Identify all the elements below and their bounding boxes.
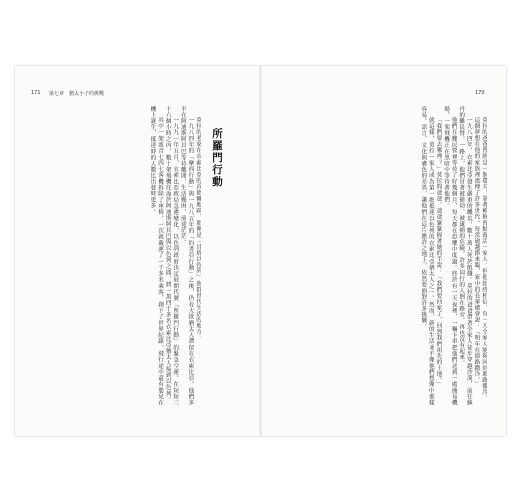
section-title: 所羅門行動: [211, 128, 223, 188]
paragraph: 莫拉的老家在衣索比亞的貢德爾地區，那裡是「貝塔以色列」族群世代生活的地方。: [195, 117, 201, 342]
page-number: 171: [31, 90, 41, 96]
paragraph: 其中一架波音七四七客機拆除了座椅，一次就載運了一千多名乘客，創下了世界紀錄。飛行途中還有嬰兒在機上誕生，抵達時的人數比出發時更多。: [149, 106, 164, 406]
book-spread: [15, 66, 506, 436]
running-head: 第七章 猶太小子的挑戰: [49, 91, 105, 97]
paragraph: 就這樣，莫拉一家人成為第一批抵達以色列的衣索比亞猶太人之一。然而，新的生活並不像他們想像中那樣容易。語言、文化與膚色的差異，讓他們在這片應許之地上，依然要面對許多挑戰。: [420, 106, 434, 406]
paragraph: 一九八四年的「摩西行動」與一九八五年的「約書亞行動」之後，仍有大批猶太人滯留在衣索比亞。他們多半在阿迪斯阿貝巴等待離開，生活艱困，前途茫茫。: [179, 106, 194, 406]
paragraph: 他們在難民營裡等待了好幾個月，每天都在恐懼中度過。終於有一天夜裡，一輛卡車把他們送到一處簡易機場，一架飛機正在黑暗中等待著他們。: [443, 106, 457, 406]
paragraph: 「我們要去哪裡？」莫拉問爸爸。爸爸緊緊握著她的手說：「我們要回家了，回到我們祖先的土地。」: [435, 117, 442, 387]
paragraph: 一九八四年，衣索比亞發生嚴重的饑荒，數十萬人死於飢餓。莫拉的爸爸帶著全家人徒步穿越沙漠，前往蘇丹的難民營。一路上，他們冒著被搶劫、被逮捕的危險，許多同行的人倒在路旁，再也沒有起來。: [458, 106, 472, 406]
body-text: [291, 106, 487, 406]
right-page: [261, 66, 506, 436]
paragraph: 莫拉的爸爸曾經是一個農夫，靠著種植苔麩養活一家人。但他始終相信，有一天全家人能夠回到耶路撒冷。: [481, 117, 487, 402]
page-number: 170: [475, 90, 485, 96]
paragraph: 一九九一年五月，衣索比亞政局急遽變化，以色列政府決定展開代號「所羅門行動」的緊急空運。在短短三十六個小時之內，數十架飛機往返於阿迪斯阿貝巴與以色列之間，將一萬四千多名衣索比亞猶太人接到以色列。: [164, 106, 179, 406]
paragraph: 這個夢想在他的家族裡流傳了許多世代。每當逾越節來臨，家中的長輩總會說：「明年在耶路撒冷。」: [473, 117, 480, 387]
body-text: [49, 106, 201, 406]
left-page: [15, 66, 260, 436]
